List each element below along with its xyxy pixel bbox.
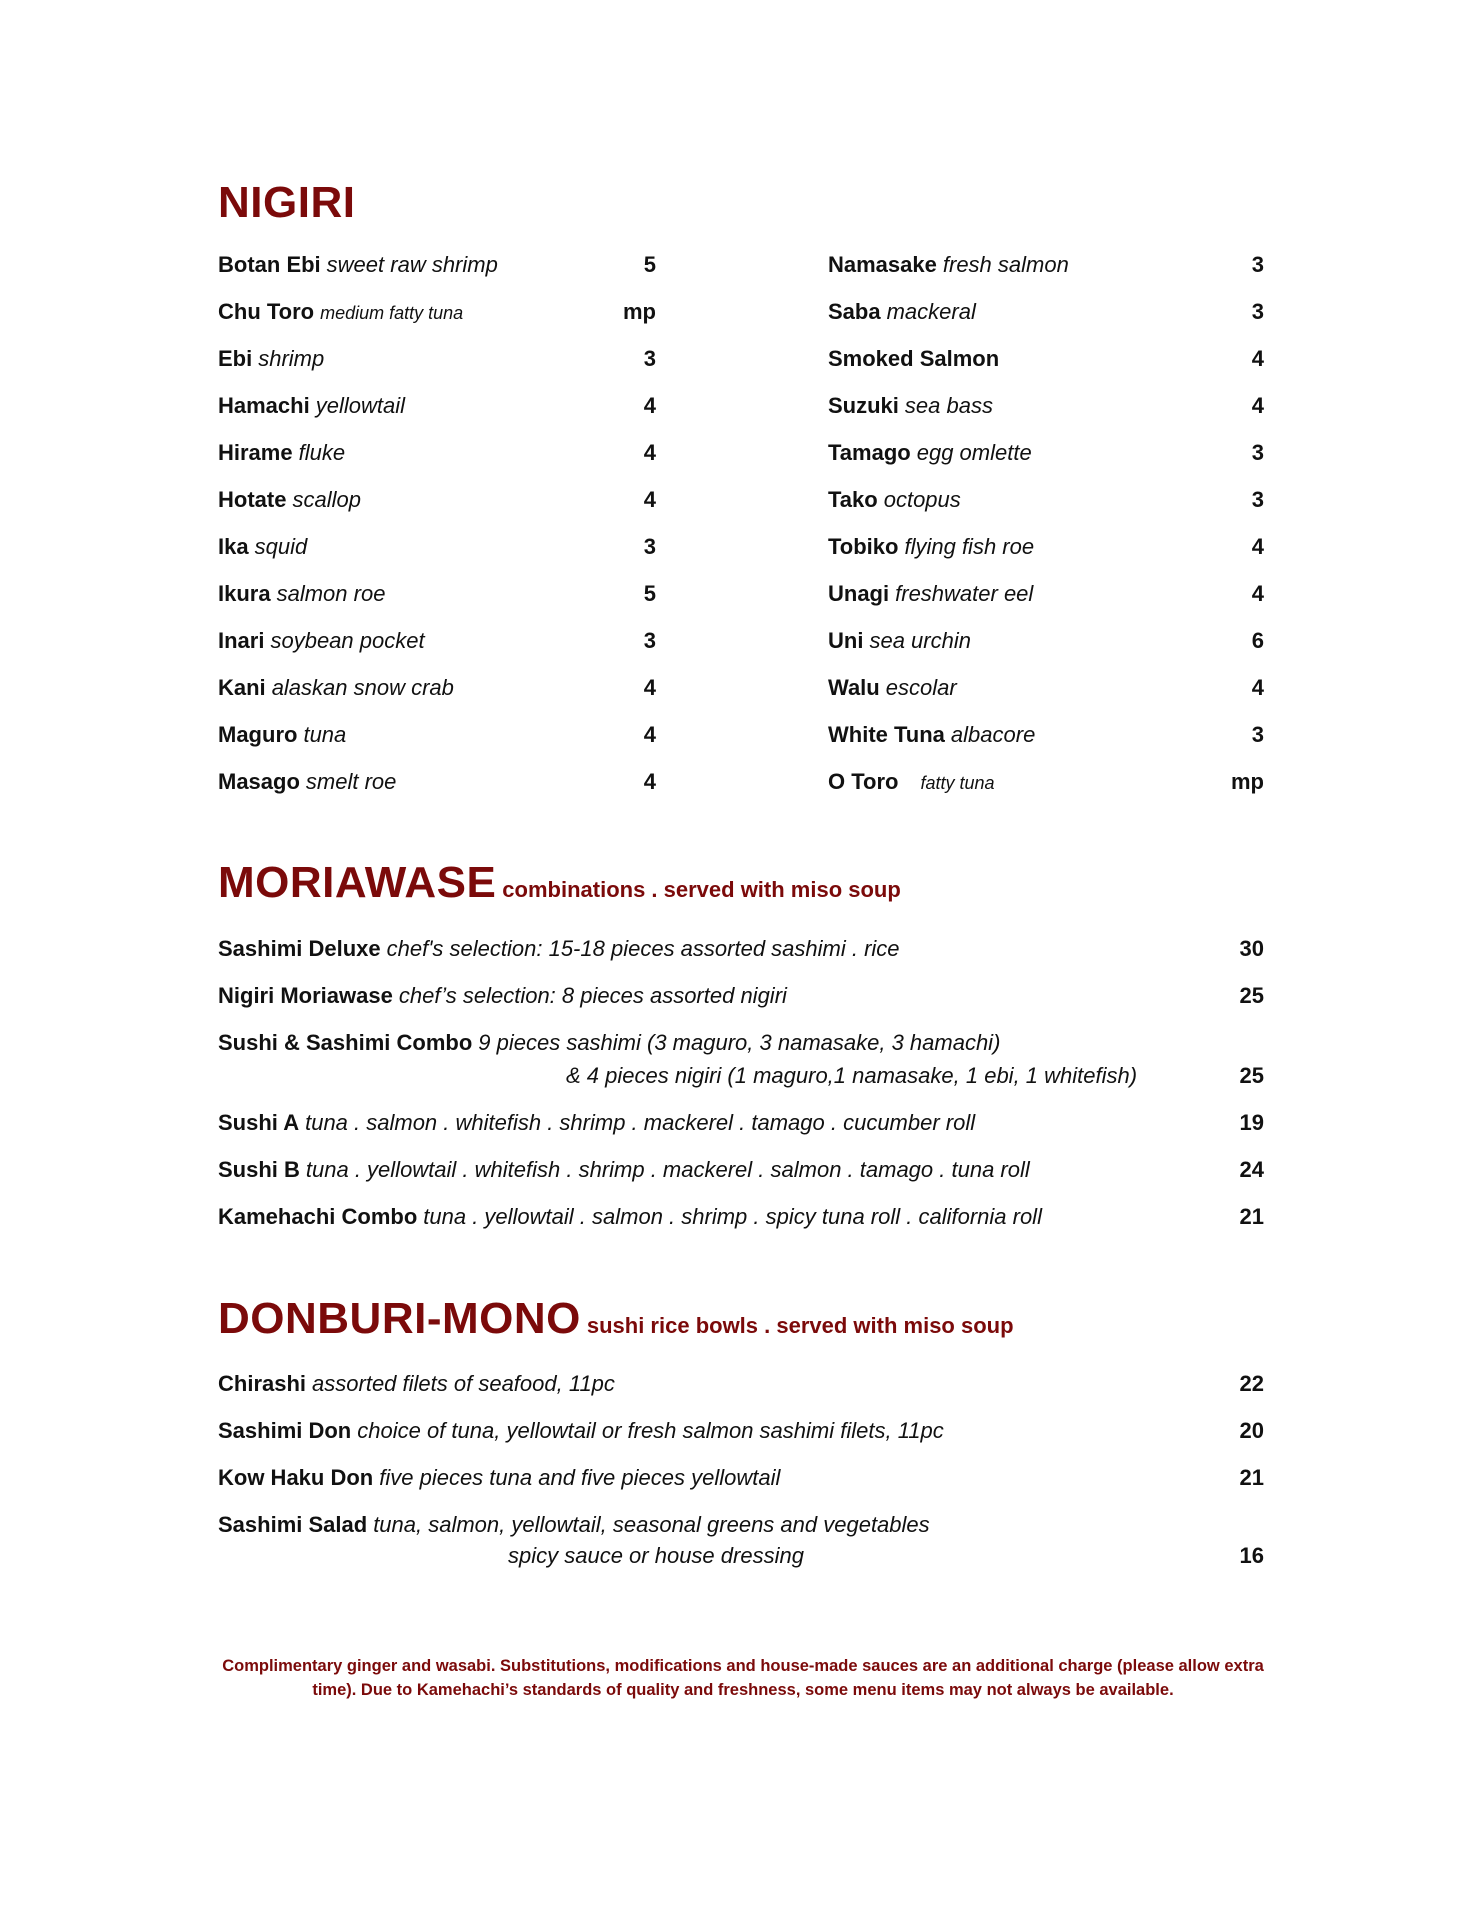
item-name: Chu Toro <box>218 299 315 324</box>
item-price: 3 <box>643 346 656 371</box>
item-name: Masago <box>218 769 300 794</box>
item-name: Ika <box>218 534 249 559</box>
menu-item <box>218 1416 944 1446</box>
menu-item <box>218 579 385 609</box>
menu-item <box>828 579 1033 609</box>
item-price: mp <box>1231 769 1264 794</box>
item-description: tuna, salmon, yellowtail, seasonal greens and vegetables <box>373 1512 930 1537</box>
item-name: Hirame <box>218 440 293 465</box>
item-price: 21 <box>1239 1465 1264 1490</box>
nigiri-title: NIGIRI <box>218 178 356 227</box>
item-name: Walu <box>828 675 880 700</box>
item-description: albacore <box>950 722 1036 747</box>
menu-item <box>828 720 1035 750</box>
item-price: 20 <box>1239 1418 1264 1443</box>
item-name: O Toro <box>828 769 899 794</box>
item-description: yellowtail <box>315 393 405 418</box>
item-description: fresh salmon <box>942 252 1069 277</box>
donburi-subtitle: sushi rice bowls . served with miso soup <box>586 1313 1014 1338</box>
item-description: fluke <box>298 440 346 465</box>
item-name: Sashimi Salad <box>218 1512 368 1537</box>
item-price: 4 <box>1251 393 1264 418</box>
menu-item <box>218 485 361 515</box>
item-description-continued <box>566 1061 1137 1091</box>
item-price: 21 <box>1239 1204 1264 1229</box>
item-description: flying fish roe <box>904 534 1035 559</box>
menu-item <box>218 532 307 562</box>
menu-item <box>218 1510 930 1540</box>
item-price: 4 <box>643 675 656 700</box>
item-description-line2: & 4 pieces nigiri (1 maguro,1 namasake, 1 ebi, 1 whitefish) <box>566 1063 1138 1088</box>
item-price: 3 <box>643 534 656 559</box>
item-description: freshwater eel <box>895 581 1034 606</box>
item-name: Tamago <box>828 440 911 465</box>
item-description: tuna . yellowtail . salmon . shrimp . spicy tuna roll . california roll <box>423 1204 1042 1229</box>
item-name: Tobiko <box>828 534 899 559</box>
item-description: escolar <box>885 675 957 700</box>
menu-item <box>218 1028 1000 1058</box>
item-description: alaskan snow crab <box>271 675 454 700</box>
menu-item <box>218 934 900 964</box>
item-price: 4 <box>1251 581 1264 606</box>
item-price: 4 <box>1251 675 1264 700</box>
item-description: sea urchin <box>869 628 971 653</box>
menu-item <box>828 767 995 797</box>
nigiri-heading <box>218 178 355 228</box>
item-price: 4 <box>643 393 656 418</box>
footer-note: Complimentary ginger and wasabi. Substitutions, modifications and house-made sauces are an additional charge (please allow extra time). Due to Kamehachi’s standards of quality and freshness, some menu items may not always be available. <box>222 1657 1264 1699</box>
item-description: smelt roe <box>305 769 397 794</box>
item-name: Inari <box>218 628 265 653</box>
menu-item <box>218 344 324 374</box>
item-price: 4 <box>643 487 656 512</box>
item-description: scallop <box>292 487 361 512</box>
menu-item <box>828 297 976 327</box>
moriawase-title: MORIAWASE <box>218 858 497 907</box>
menu-item <box>828 626 971 656</box>
item-name: Uni <box>828 628 864 653</box>
item-name: Sushi A <box>218 1110 300 1135</box>
item-name: Ikura <box>218 581 271 606</box>
item-description: tuna <box>303 722 347 747</box>
item-name: Kamehachi Combo <box>218 1204 418 1229</box>
moriawase-subtitle: combinations . served with miso soup <box>502 877 901 902</box>
item-description: salmon roe <box>276 581 386 606</box>
item-description: octopus <box>883 487 961 512</box>
item-description: tuna . salmon . whitefish . shrimp . mackerel . tamago . cucumber roll <box>305 1110 976 1135</box>
item-price: 25 <box>1239 983 1264 1008</box>
menu-item <box>218 250 498 280</box>
item-price: 5 <box>643 581 656 606</box>
item-price: 19 <box>1239 1110 1264 1135</box>
item-description: choice of tuna, yellowtail or fresh salmon sashimi filets, 11pc <box>357 1418 944 1443</box>
item-name: Kow Haku Don <box>218 1465 374 1490</box>
item-name: Unagi <box>828 581 890 606</box>
item-name: Namasake <box>828 252 937 277</box>
item-name: Maguro <box>218 722 298 747</box>
item-name: Tako <box>828 487 878 512</box>
menu-item <box>828 532 1034 562</box>
item-price: 4 <box>643 722 656 747</box>
item-name: Ebi <box>218 346 253 371</box>
item-price: 16 <box>1239 1543 1264 1568</box>
menu-item <box>828 485 961 515</box>
item-name: Suzuki <box>828 393 899 418</box>
menu-item <box>218 297 463 327</box>
menu-item <box>218 673 454 703</box>
item-description: tuna . yellowtail . whitefish . shrimp . mackerel . salmon . tamago . tuna roll <box>305 1157 1030 1182</box>
item-description: 9 pieces sashimi (3 maguro, 3 namasake, 3 hamachi) <box>478 1030 1001 1055</box>
item-description: fatty tuna <box>920 773 995 793</box>
item-price: 4 <box>1251 534 1264 559</box>
item-name: Botan Ebi <box>218 252 321 277</box>
item-name: White Tuna <box>828 722 945 747</box>
menu-item <box>218 720 346 750</box>
item-price: mp <box>623 299 656 324</box>
item-description: chef's selection: 15-18 pieces assorted sashimi . rice <box>386 936 900 961</box>
item-price: 5 <box>643 252 656 277</box>
menu-item <box>828 391 993 421</box>
menu-item <box>828 438 1032 468</box>
item-description: sweet raw shrimp <box>326 252 498 277</box>
item-price: 3 <box>1251 487 1264 512</box>
item-description: soybean pocket <box>270 628 425 653</box>
item-price: 25 <box>1239 1063 1264 1088</box>
item-name: Sushi & Sashimi Combo <box>218 1030 473 1055</box>
donburi-title: DONBURI-MONO <box>218 1294 581 1343</box>
menu-item <box>218 1155 1030 1185</box>
menu-item <box>218 981 787 1011</box>
item-description: assorted filets of seafood, 11pc <box>312 1371 615 1396</box>
item-description: chef’s selection: 8 pieces assorted nigiri <box>398 983 787 1008</box>
item-price: 3 <box>1251 252 1264 277</box>
item-description: medium fatty tuna <box>320 303 464 323</box>
menu-item <box>218 1202 1042 1232</box>
item-price: 6 <box>1251 628 1264 653</box>
item-description: sea bass <box>904 393 993 418</box>
menu-item <box>828 344 999 374</box>
item-price: 24 <box>1239 1157 1264 1182</box>
item-name: Sashimi Don <box>218 1418 352 1443</box>
item-description: egg omlette <box>916 440 1032 465</box>
item-name: Nigiri Moriawase <box>218 983 393 1008</box>
item-description-continued <box>508 1541 804 1571</box>
item-price: 3 <box>1251 299 1264 324</box>
item-name: Sushi B <box>218 1157 300 1182</box>
item-name: Sashimi Deluxe <box>218 936 381 961</box>
item-description: five pieces tuna and five pieces yellowtail <box>379 1465 781 1490</box>
menu-item <box>218 626 425 656</box>
item-price: 4 <box>1251 346 1264 371</box>
item-name: Saba <box>828 299 881 324</box>
item-price: 22 <box>1239 1371 1264 1396</box>
item-name: Smoked Salmon <box>828 346 1000 371</box>
item-name: Chirashi <box>218 1371 307 1396</box>
item-name: Kani <box>218 675 266 700</box>
item-price: 3 <box>1251 722 1264 747</box>
item-price: 4 <box>643 440 656 465</box>
menu-item <box>828 250 1069 280</box>
menu-item <box>218 391 405 421</box>
donburi-heading <box>218 1294 1014 1344</box>
menu-item <box>218 1369 615 1399</box>
item-price: 3 <box>643 628 656 653</box>
menu-item <box>218 1108 975 1138</box>
item-name: Hotate <box>218 487 287 512</box>
item-description: mackeral <box>886 299 976 324</box>
item-price: 30 <box>1239 936 1264 961</box>
item-description: squid <box>254 534 308 559</box>
item-description-line2: spicy sauce or house dressing <box>508 1543 804 1568</box>
moriawase-heading <box>218 858 901 908</box>
item-name: Hamachi <box>218 393 310 418</box>
menu-item <box>218 1463 780 1493</box>
item-description: shrimp <box>258 346 325 371</box>
menu-item <box>828 673 957 703</box>
menu-item <box>218 767 396 797</box>
item-price: 4 <box>643 769 656 794</box>
item-price: 3 <box>1251 440 1264 465</box>
menu-item <box>218 438 345 468</box>
